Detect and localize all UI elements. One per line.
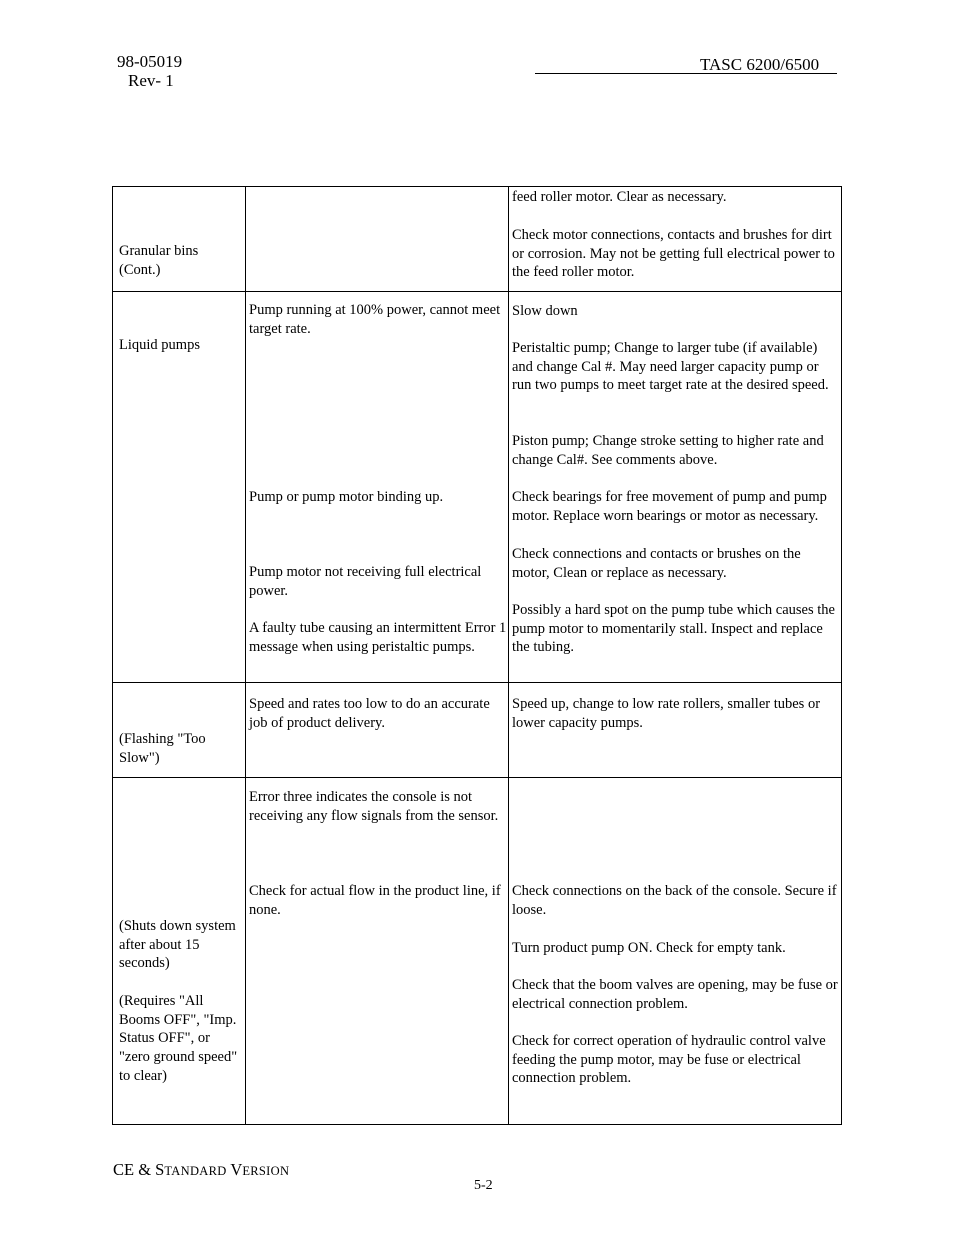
- category-line: (Cont.): [119, 261, 161, 278]
- problem-cell: [246, 778, 509, 1125]
- problem-text: Pump running at 100% power, cannot meet target rate.: [249, 302, 501, 337]
- edition-ersion: ERSION: [242, 1164, 290, 1178]
- category-cell: [113, 187, 246, 292]
- table-row: [113, 683, 842, 778]
- problem-cell: [246, 292, 509, 683]
- edition-prefix: CE &: [113, 1160, 156, 1179]
- edition-label: [113, 1160, 289, 1180]
- remedy-text: Piston pump; Change stroke setting to higher rate and change Cal#. See comments above.: [512, 433, 824, 468]
- remedy-cell: [509, 778, 842, 1125]
- troubleshooting-table: [112, 186, 842, 1125]
- remedy-text: Possibly a hard spot on the pump tube which causes the pump motor to momentarily stall. Inspect and replace the tubing.: [512, 602, 835, 656]
- remedy-cell: [509, 187, 842, 292]
- problem-text: Pump or pump motor binding up.: [249, 489, 444, 505]
- category-line: (Flashing "Too: [119, 731, 206, 747]
- remedy-text: Check connections on the back of the console. Secure if loose.: [512, 883, 837, 918]
- remedy-text: Check connections and contacts or brushes on the motor, Clean or replace as necessary.: [512, 546, 801, 581]
- remedy-text: Check bearings for free movement of pump and pump motor. Replace worn bearings or motor as necessary.: [512, 489, 827, 524]
- category-line: (Requires "All Booms OFF", "Imp. Status OFF", or "zero ground speed" to clear): [119, 993, 238, 1084]
- remedy-cell: [509, 292, 842, 683]
- problem-text: Pump motor not receiving full electrical power.: [249, 564, 482, 599]
- table-row: [113, 778, 842, 1125]
- remedy-text: Peristaltic pump; Change to larger tube (if available) and change Cal #. May need larger capacity pump or run two pumps to meet target rate at the desired speed.: [512, 340, 829, 394]
- remedy-text: Slow down: [512, 303, 578, 319]
- problem-text: Speed and rates too low to do an accurate job of product delivery.: [249, 696, 490, 731]
- table-row: [113, 187, 842, 292]
- category-cell: [113, 292, 246, 683]
- problem-cell: [246, 187, 509, 292]
- document-number-block: [117, 52, 182, 90]
- category-cell: [113, 778, 246, 1125]
- problem-text: A faulty tube causing an intermittent Error 1 message when using peristaltic pumps.: [249, 620, 507, 655]
- edition-s: S: [155, 1160, 165, 1179]
- document-number: 98-05019: [117, 52, 183, 71]
- problem-cell: [246, 683, 509, 778]
- remedy-text: Speed up, change to low rate rollers, smaller tubes or lower capacity pumps.: [512, 696, 821, 731]
- edition-v: V: [226, 1160, 243, 1179]
- title-underline: [535, 73, 837, 74]
- document-revision: Rev- 1: [128, 71, 174, 90]
- category-line: Slow"): [119, 749, 160, 766]
- remedy-text: feed roller motor. Clear as necessary.: [512, 189, 727, 205]
- remedy-text: Turn product pump ON. Check for empty tank.: [512, 940, 786, 956]
- problem-text: Error three indicates the console is not receiving any flow signals from the sensor.: [249, 789, 499, 824]
- category-line: Granular bins: [119, 243, 199, 259]
- document-title: TASC 6200/6500: [700, 55, 820, 74]
- category-line: Liquid pumps: [119, 337, 200, 353]
- remedy-text: Check motor connections, contacts and brushes for dirt or corrosion. May not be getting full electrical power to the feed roller motor.: [512, 227, 835, 281]
- page-number: 5-2: [474, 1178, 493, 1193]
- category-cell: [113, 683, 246, 778]
- remedy-text: Check for correct operation of hydraulic control valve feeding the pump motor, may be fuse or electrical connection problem.: [512, 1033, 826, 1087]
- problem-text: Check for actual flow in the product line, if none.: [249, 883, 501, 918]
- remedy-cell: [509, 683, 842, 778]
- remedy-text: Check that the boom valves are opening, may be fuse or electrical connection problem.: [512, 977, 838, 1012]
- table-row: [113, 292, 842, 683]
- category-line: (Shuts down system after about 15 seconds): [119, 918, 236, 972]
- edition-tandard: TANDARD: [164, 1164, 227, 1178]
